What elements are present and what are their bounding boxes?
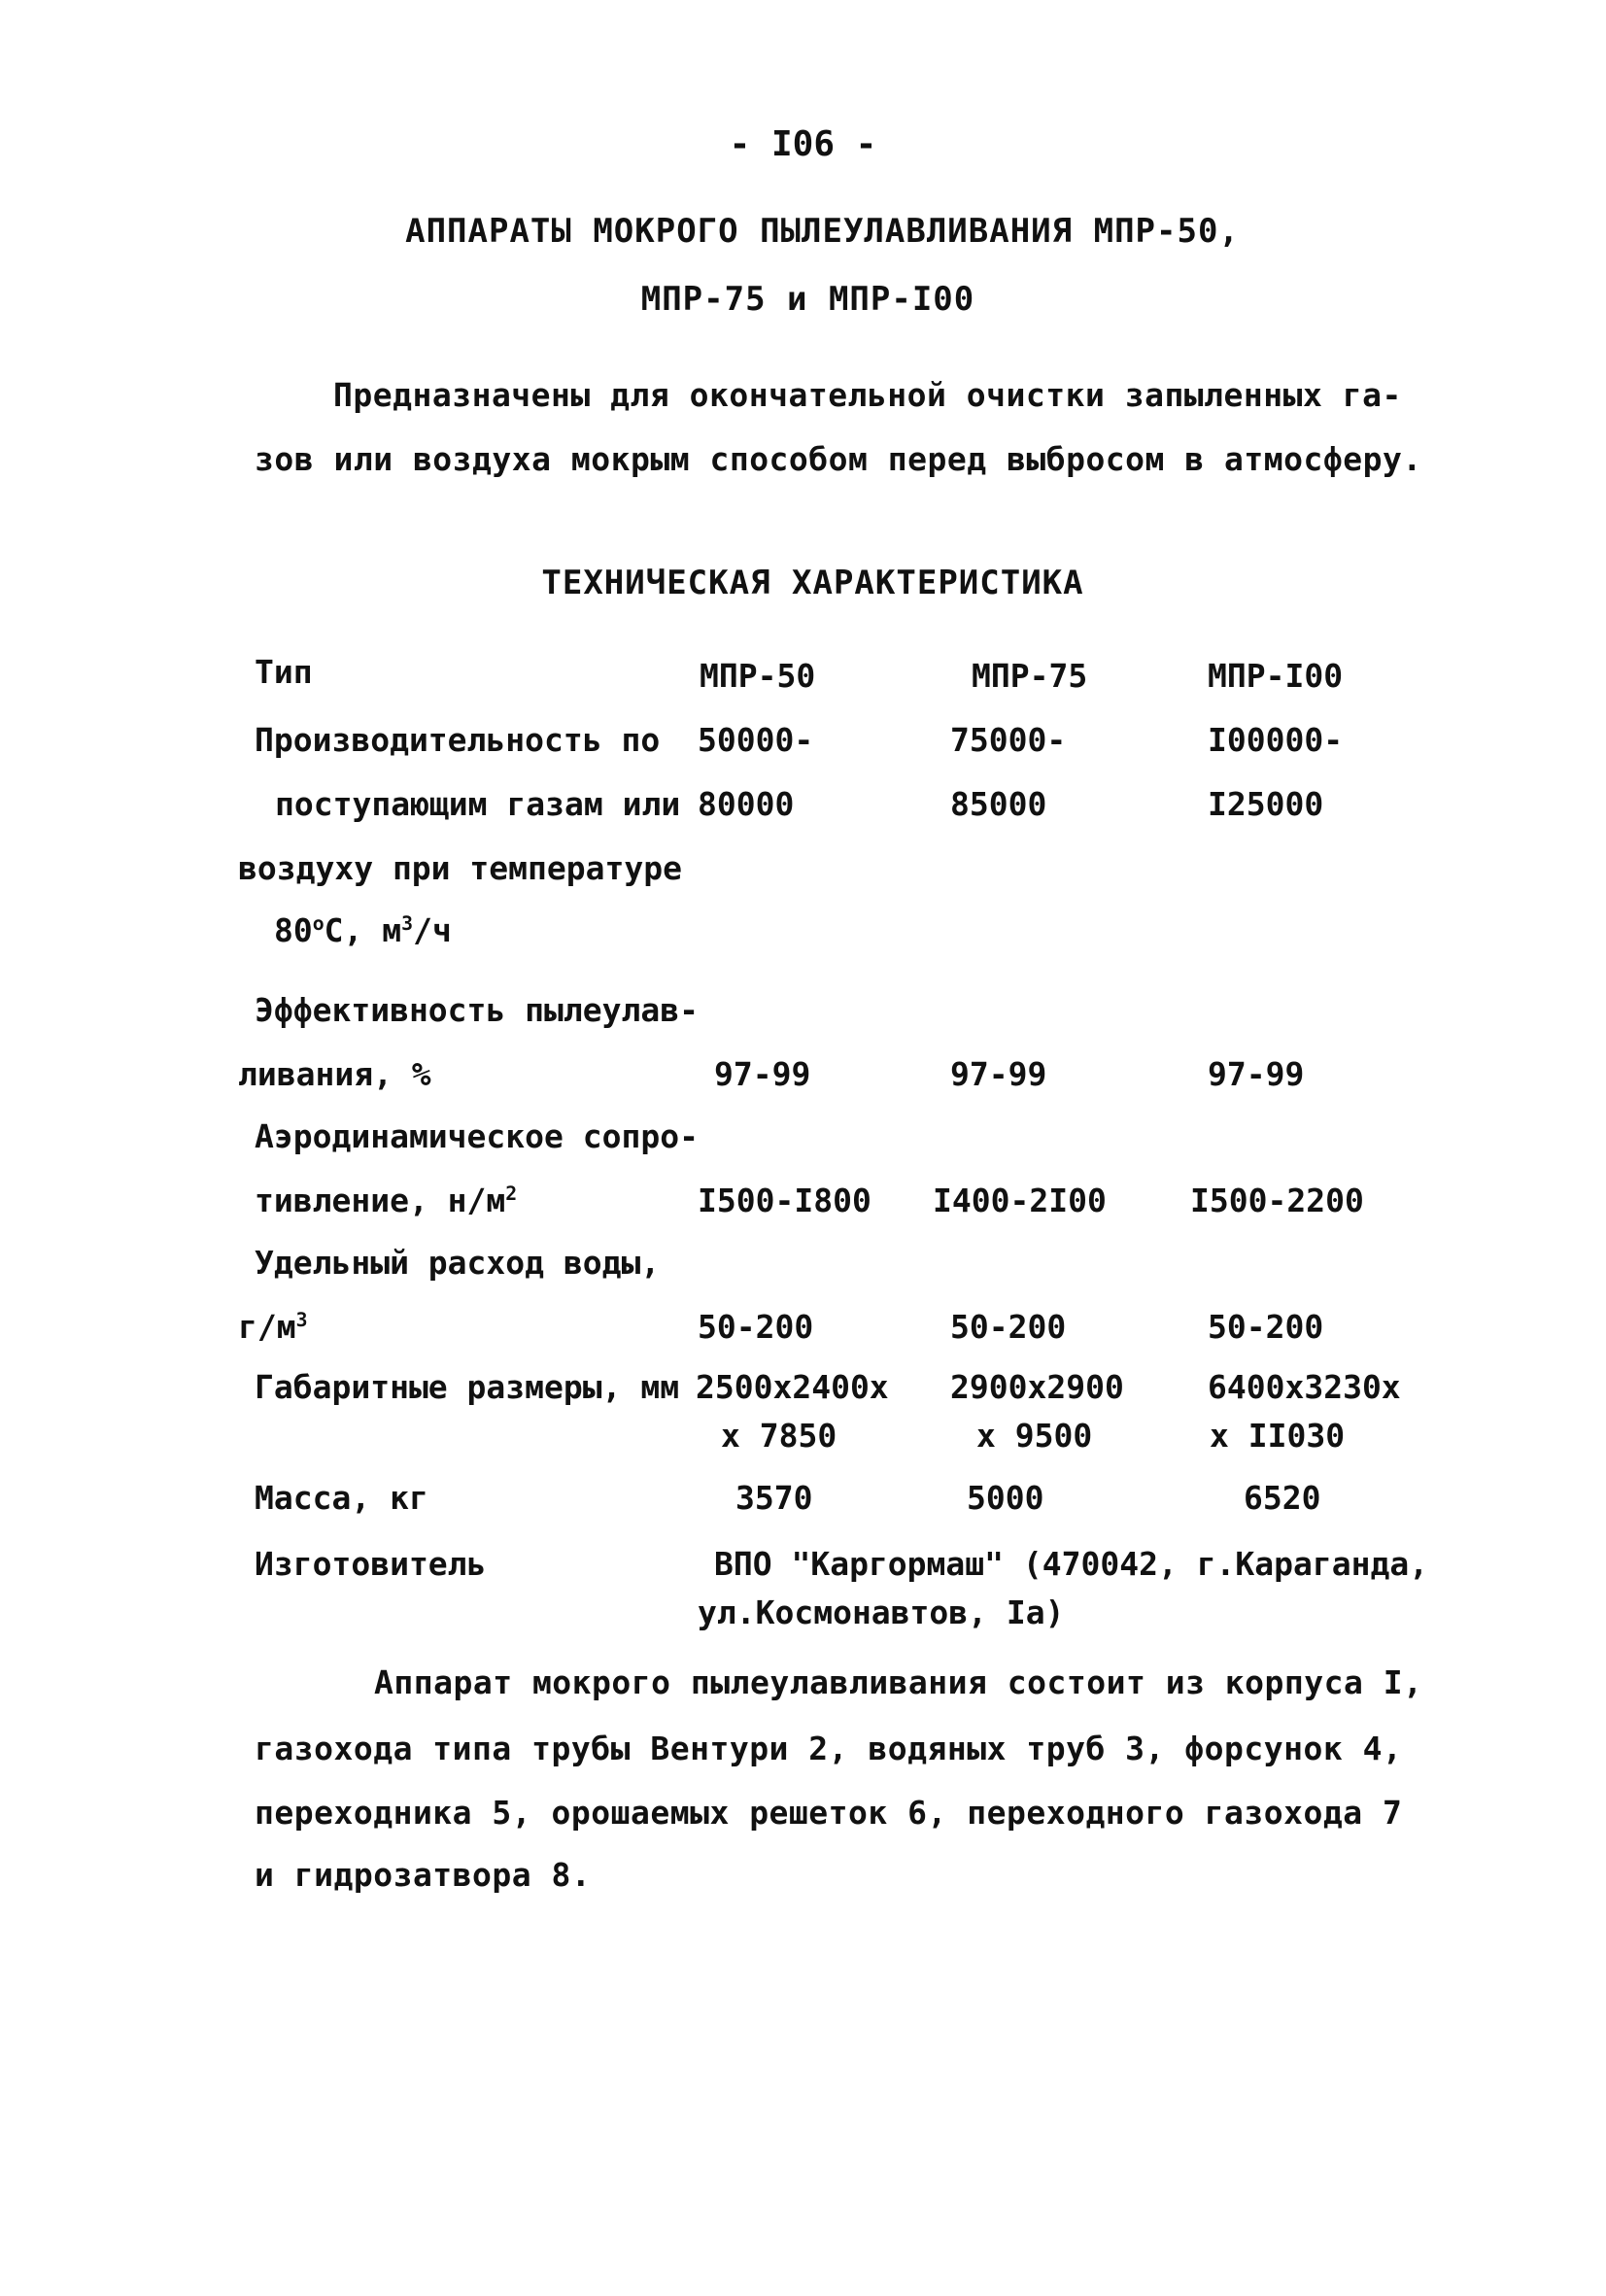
dimensions-col-2-b: х 9500 [976, 1417, 1093, 1455]
dimensions-col-1-b: х 7850 [721, 1417, 837, 1455]
dimensions-label: Габаритные размеры, мм [255, 1368, 680, 1406]
intro-line-2: зов или воздуха мокрым способом перед выбросом в атмосферу. [255, 440, 1422, 478]
intro-line-1: Предназначены для окончательной очистки запыленных га- [333, 376, 1402, 414]
capacity-col-1-b: 80000 [698, 785, 795, 823]
efficiency-col-1: 97-99 [714, 1055, 811, 1093]
capacity-label-2: поступающим газам или [275, 785, 681, 823]
mass-col-3: 6520 [1244, 1479, 1321, 1517]
capacity-col-1-a: 50000- [698, 721, 814, 759]
dimensions-col-2-a: 2900х2900 [950, 1368, 1124, 1406]
description-line-1: Аппарат мокрого пылеулавливания состоит из корпуса I, [374, 1663, 1423, 1701]
water-label-2: $г/м^3$ [238, 1308, 308, 1346]
manufacturer-line-1: ВПО "Каргормаш" (470042, г.Караганда, [714, 1545, 1429, 1583]
capacity-col-3-b: I25000 [1208, 785, 1324, 823]
type-col-3: МПР-I00 [1208, 657, 1344, 695]
resistance-label-2: тивление, $н/м^2$ [255, 1182, 518, 1219]
document-title-line-1: АППАРАТЫ МОКРОГО ПЫЛЕУЛАВЛИВАНИЯ МПР-50, [405, 212, 1240, 251]
type-col-2: МПР-75 [972, 657, 1088, 695]
mass-col-2: 5000 [967, 1479, 1044, 1517]
efficiency-col-2: 97-99 [950, 1055, 1047, 1093]
description-line-2: газохода типа трубы Вентури 2, водяных труб 3, форсунок 4, [255, 1730, 1403, 1767]
water-col-1: 50-200 [698, 1308, 814, 1346]
document-title-line-2: МПР-75 и МПР-I00 [640, 280, 975, 319]
capacity-label-4: $80^оС$, $м^3/ч$ [274, 911, 452, 949]
section-title: ТЕХНИЧЕСКАЯ ХАРАКТЕРИСТИКА [541, 564, 1084, 602]
capacity-col-2-a: 75000- [950, 721, 1067, 759]
capacity-col-2-b: 85000 [950, 785, 1047, 823]
efficiency-col-3: 97-99 [1208, 1055, 1305, 1093]
manufacturer-label: Изготовитель [255, 1545, 487, 1583]
water-col-2: 50-200 [950, 1308, 1067, 1346]
water-col-3: 50-200 [1208, 1308, 1324, 1346]
efficiency-label-1: Эффективность пылеулав- [255, 991, 699, 1029]
resistance-col-2: I400-2I00 [933, 1182, 1107, 1219]
mass-col-1: 3570 [735, 1479, 813, 1517]
capacity-col-3-a: I00000- [1208, 721, 1344, 759]
efficiency-label-2: ливания, % [238, 1055, 431, 1093]
dimensions-col-3-a: 6400х3230х [1208, 1368, 1401, 1406]
manufacturer-line-2: ул.Космонавтов, Iа) [698, 1593, 1065, 1631]
capacity-label-1: Производительность по [255, 721, 661, 759]
dimensions-col-3-b: х II030 [1210, 1417, 1346, 1455]
dimensions-col-1-a: 2500х2400х [696, 1368, 889, 1406]
description-line-3: переходника 5, орошаемых решеток 6, переходного газохода 7 [255, 1794, 1403, 1832]
resistance-col-3: I500-2200 [1190, 1182, 1364, 1219]
capacity-label-3: воздуху при температуре [238, 849, 682, 887]
mass-label: Масса, кг [255, 1479, 428, 1517]
resistance-label-1: Аэродинамическое сопро- [255, 1117, 699, 1155]
water-label-1: Удельный расход воды, [255, 1244, 661, 1282]
description-line-4: и гидрозатвора 8. [255, 1856, 592, 1894]
type-col-1: МПР-50 [700, 657, 816, 695]
type-label: Тип [255, 653, 313, 691]
resistance-col-1: I500-I800 [698, 1182, 871, 1219]
page-number: - I06 - [729, 124, 877, 164]
